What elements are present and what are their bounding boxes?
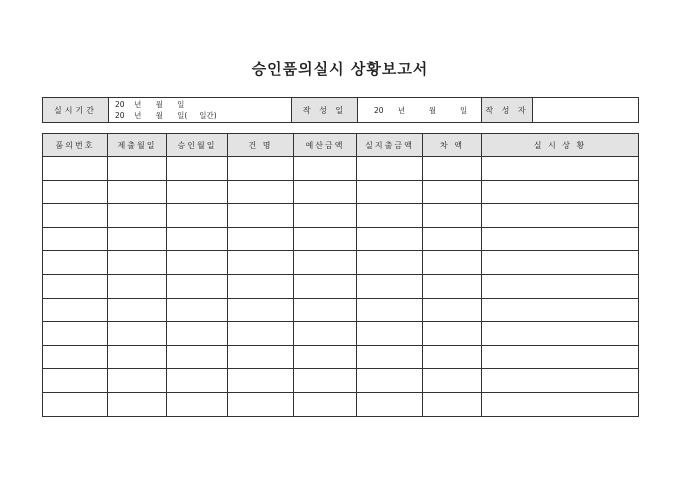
- table-cell[interactable]: [482, 274, 639, 298]
- table-cell[interactable]: [108, 180, 167, 204]
- table-row: [43, 180, 639, 204]
- table-cell[interactable]: [423, 227, 482, 251]
- table-cell[interactable]: [482, 180, 639, 204]
- table-cell[interactable]: [294, 180, 357, 204]
- table-cell[interactable]: [423, 345, 482, 369]
- table-cell[interactable]: [228, 251, 294, 275]
- table-cell[interactable]: [357, 180, 423, 204]
- table-cell[interactable]: [228, 345, 294, 369]
- table-cell[interactable]: [43, 227, 108, 251]
- written-date-field[interactable]: 20 년 월 일: [358, 98, 482, 123]
- writer-field[interactable]: [533, 98, 639, 123]
- written-date-label: 작 성 일: [292, 98, 358, 123]
- table-cell[interactable]: [108, 369, 167, 393]
- table-cell[interactable]: [228, 322, 294, 346]
- table-cell[interactable]: [167, 157, 228, 181]
- table-cell[interactable]: [482, 251, 639, 275]
- period-start: 20 년 월 일: [115, 100, 185, 109]
- table-cell[interactable]: [423, 274, 482, 298]
- table-cell[interactable]: [482, 392, 639, 416]
- table-cell[interactable]: [423, 204, 482, 228]
- table-cell[interactable]: [43, 180, 108, 204]
- table-cell[interactable]: [108, 251, 167, 275]
- table-cell[interactable]: [167, 227, 228, 251]
- table-cell[interactable]: [357, 204, 423, 228]
- column-header: 품의번호: [43, 134, 108, 157]
- table-cell[interactable]: [423, 157, 482, 181]
- table-cell[interactable]: [43, 322, 108, 346]
- table-cell[interactable]: [167, 345, 228, 369]
- table-row: [43, 369, 639, 393]
- table-cell[interactable]: [228, 227, 294, 251]
- column-header: 예산금액: [294, 134, 357, 157]
- table-cell[interactable]: [357, 345, 423, 369]
- table-cell[interactable]: [43, 251, 108, 275]
- table-cell[interactable]: [108, 345, 167, 369]
- table-row: [43, 322, 639, 346]
- table-cell[interactable]: [357, 298, 423, 322]
- table-cell[interactable]: [43, 157, 108, 181]
- table-cell[interactable]: [167, 180, 228, 204]
- table-cell[interactable]: [294, 345, 357, 369]
- info-table: [42, 97, 639, 123]
- table-cell[interactable]: [43, 369, 108, 393]
- table-cell[interactable]: [357, 251, 423, 275]
- table-cell[interactable]: [294, 157, 357, 181]
- table-cell[interactable]: [423, 369, 482, 393]
- table-cell[interactable]: [167, 322, 228, 346]
- table-row: [43, 251, 639, 275]
- table-cell[interactable]: [108, 322, 167, 346]
- table-cell[interactable]: [294, 204, 357, 228]
- table-cell[interactable]: [228, 274, 294, 298]
- report-table: [42, 133, 639, 417]
- table-cell[interactable]: [357, 369, 423, 393]
- table-row: [43, 392, 639, 416]
- table-cell[interactable]: [167, 298, 228, 322]
- table-cell[interactable]: [43, 274, 108, 298]
- table-cell[interactable]: [294, 369, 357, 393]
- table-cell[interactable]: [294, 251, 357, 275]
- table-cell[interactable]: [482, 204, 639, 228]
- table-cell[interactable]: [43, 204, 108, 228]
- table-cell[interactable]: [108, 204, 167, 228]
- document-title: 승인품의실시 상황보고서: [251, 60, 429, 78]
- table-cell[interactable]: [43, 345, 108, 369]
- table-cell[interactable]: [482, 227, 639, 251]
- table-cell[interactable]: [357, 274, 423, 298]
- table-cell[interactable]: [423, 392, 482, 416]
- table-cell[interactable]: [294, 274, 357, 298]
- table-cell[interactable]: [167, 274, 228, 298]
- table-cell[interactable]: [294, 227, 357, 251]
- table-row: [43, 274, 639, 298]
- writer-label: 작 성 자: [482, 98, 533, 123]
- table-cell[interactable]: [357, 322, 423, 346]
- table-row: [43, 345, 639, 369]
- table-cell[interactable]: [108, 392, 167, 416]
- table-cell[interactable]: [167, 251, 228, 275]
- table-cell[interactable]: [294, 322, 357, 346]
- table-cell[interactable]: [228, 180, 294, 204]
- table-cell[interactable]: [357, 227, 423, 251]
- period-label: 실시기간: [43, 98, 109, 123]
- table-cell[interactable]: [228, 392, 294, 416]
- table-cell[interactable]: [357, 392, 423, 416]
- table-cell[interactable]: [43, 298, 108, 322]
- column-header: 실 시 상 황: [482, 134, 639, 157]
- table-row: [43, 227, 639, 251]
- table-cell[interactable]: [228, 204, 294, 228]
- table-cell[interactable]: [357, 157, 423, 181]
- period-field[interactable]: [109, 98, 292, 123]
- period-end: 20 년 월 일( 일간): [115, 111, 217, 120]
- table-cell[interactable]: [294, 298, 357, 322]
- table-cell[interactable]: [108, 227, 167, 251]
- column-header: 차 액: [423, 134, 482, 157]
- table-cell[interactable]: [228, 298, 294, 322]
- table-row: [43, 298, 639, 322]
- table-cell[interactable]: [167, 204, 228, 228]
- table-cell[interactable]: [482, 345, 639, 369]
- header-row: [43, 134, 639, 157]
- table-cell[interactable]: [423, 251, 482, 275]
- table-cell[interactable]: [482, 157, 639, 181]
- table-row: [43, 157, 639, 181]
- table-cell[interactable]: [228, 157, 294, 181]
- table-cell[interactable]: [482, 298, 639, 322]
- table-cell[interactable]: [423, 322, 482, 346]
- table-cell[interactable]: [167, 392, 228, 416]
- table-cell[interactable]: [167, 369, 228, 393]
- table-cell[interactable]: [228, 369, 294, 393]
- table-row: [43, 204, 639, 228]
- table-cell[interactable]: [294, 392, 357, 416]
- column-header: 건 명: [228, 134, 294, 157]
- column-header: 승인월일: [167, 134, 228, 157]
- table-cell[interactable]: [108, 274, 167, 298]
- table-cell[interactable]: [43, 392, 108, 416]
- table-cell[interactable]: [423, 298, 482, 322]
- table-cell[interactable]: [482, 369, 639, 393]
- column-header: 실지출금액: [357, 134, 423, 157]
- table-cell[interactable]: [423, 180, 482, 204]
- table-cell[interactable]: [108, 298, 167, 322]
- table-cell[interactable]: [108, 157, 167, 181]
- column-header: 제출월일: [108, 134, 167, 157]
- table-cell[interactable]: [482, 322, 639, 346]
